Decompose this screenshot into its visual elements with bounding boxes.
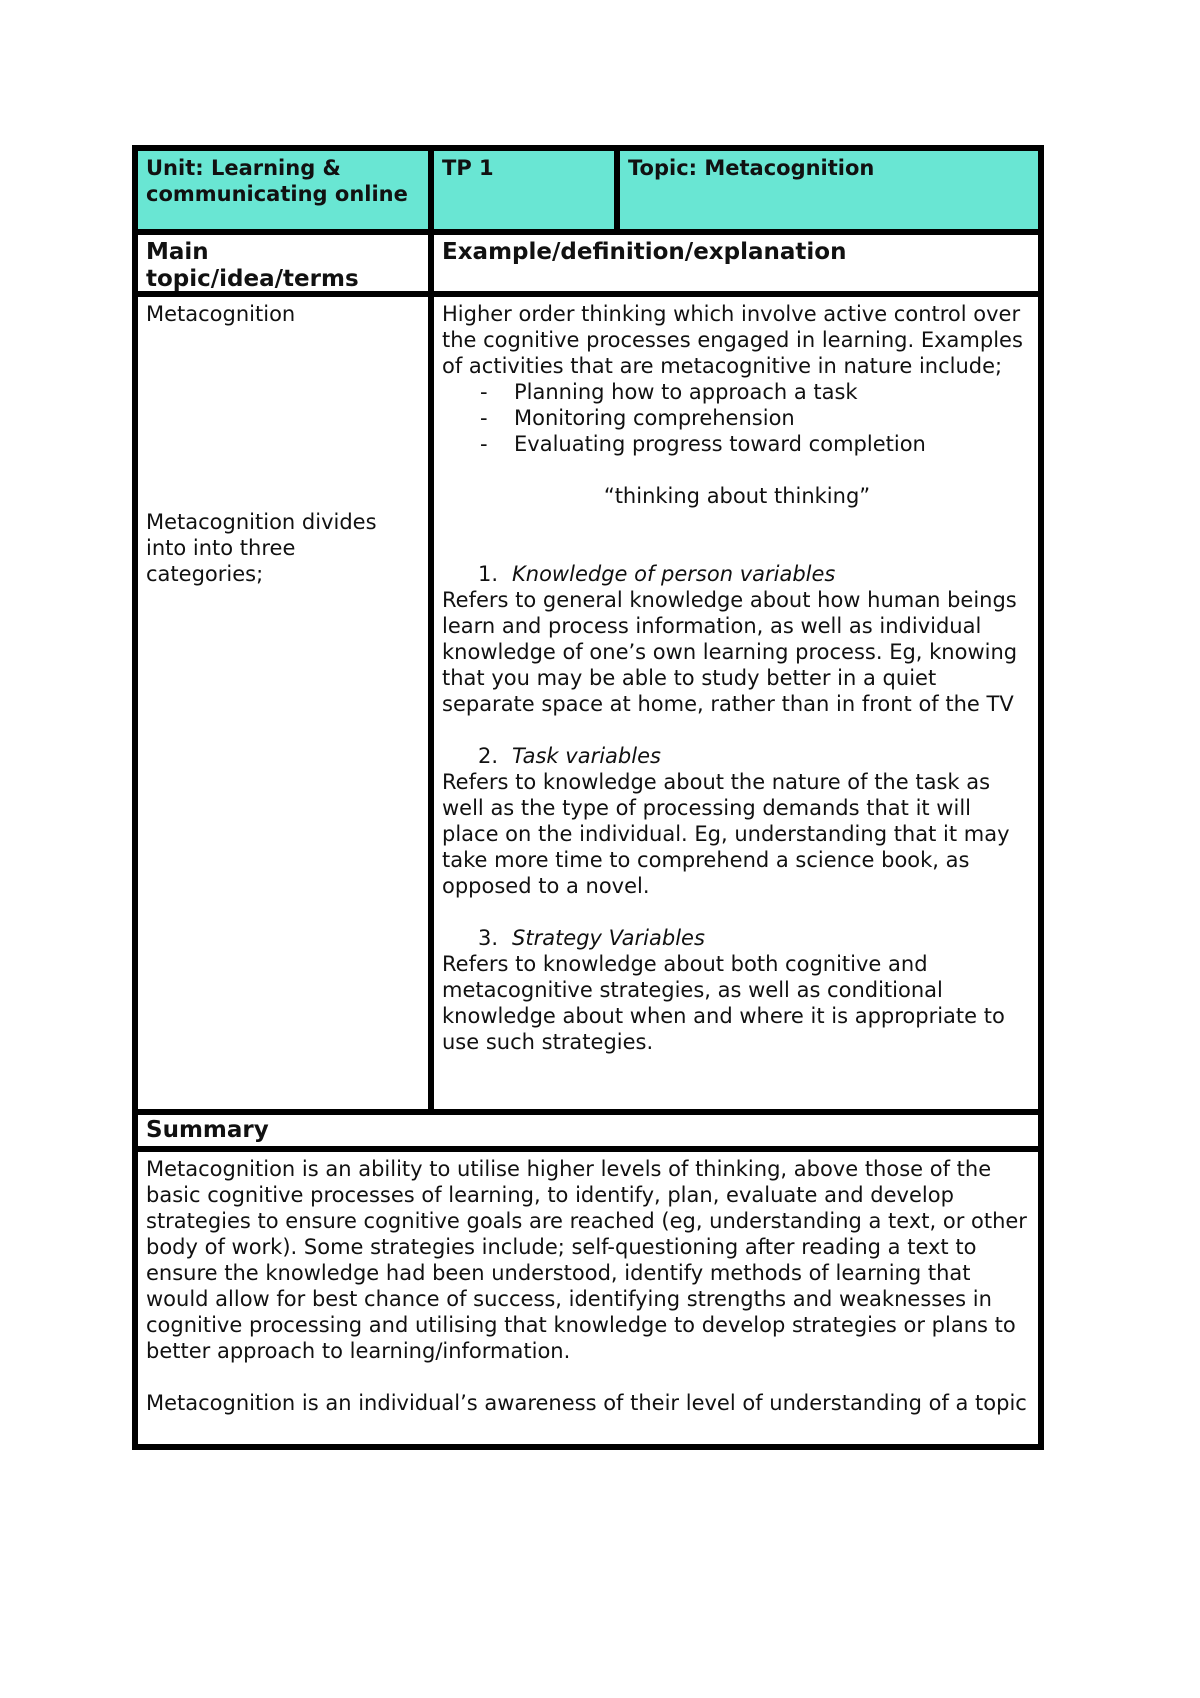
explanation-column (434, 297, 1038, 1109)
summary-paragraph: Metacognition is an individual’s awareness of their level of understanding of a topic (146, 1391, 1027, 1415)
notes-page (132, 145, 1044, 1450)
notes-table (132, 145, 1044, 1450)
terms-column (138, 297, 434, 1109)
topic-cell: Topic: Metacognition (620, 151, 1038, 229)
summary-heading: Summary (146, 1117, 269, 1143)
tp-cell: TP 1 (434, 151, 620, 229)
category-title: 1. Knowledge of person variables (478, 562, 836, 586)
column-header-row (138, 235, 1038, 297)
term-categories: Metacognition divides into into three categories; (146, 510, 377, 586)
list-item: - Evaluating progress toward completion (480, 431, 1032, 457)
summary-paragraph: Metacognition is an ability to utilise higher levels of thinking, above those of the basic cognitive processes of learning, to identify, plan, evaluate and develop strategies to ensure cognitive goals are reached (eg, understanding a text, or other body of work). Some strategies include; self-questioning after reading a text to ensure the knowledge had been understood, identify methods of learning that would allow for best chance of success, identifying strengths and weaknesses in cognitive processing and utilising that knowledge to develop strategies or plans to better approach to learning/information. (146, 1157, 1027, 1363)
quote-text: “thinking about thinking” (603, 484, 871, 508)
unit-cell: Unit: Learning & communicating online (138, 151, 434, 229)
list-item: - Planning how to approach a task (480, 379, 1032, 405)
header-row (138, 151, 1038, 235)
category-text: Refers to general knowledge about how human beings learn and process information, as well as individual knowledge of one’s own learning process. Eg, knowing that you may be able to study better in a quiet separate space at home, rather than in front of the TV (442, 588, 1018, 716)
summary-body (138, 1152, 1038, 1444)
category-text: Refers to knowledge about the nature of the task as well as the type of processing demands that it will place on the individual. Eg, understanding that it may take more time to comprehend a science book, as opposed to a novel. (442, 770, 1010, 898)
content-row (138, 297, 1038, 1115)
category-title: 3. Strategy Variables (478, 926, 705, 950)
summary-body-row (138, 1152, 1038, 1444)
summary-heading-row (138, 1115, 1038, 1152)
activity-list (442, 379, 1032, 457)
term-metacognition: Metacognition (146, 302, 296, 326)
main-topic-heading: Main topic/idea/terms (138, 235, 434, 291)
category-text: Refers to knowledge about both cognitive and metacognitive strategies, as well as conditional knowledge about when and where it is appropriate to use such strategies. (442, 952, 1005, 1054)
explanation-heading: Example/definition/explanation (442, 239, 847, 265)
definition-text: Higher order thinking which involve active control over the cognitive processes engaged in learning. Examples of activities that are metacognitive in nature include; (442, 302, 1023, 378)
list-item: - Monitoring comprehension (480, 405, 1032, 431)
category-title: 2. Task variables (478, 744, 661, 768)
